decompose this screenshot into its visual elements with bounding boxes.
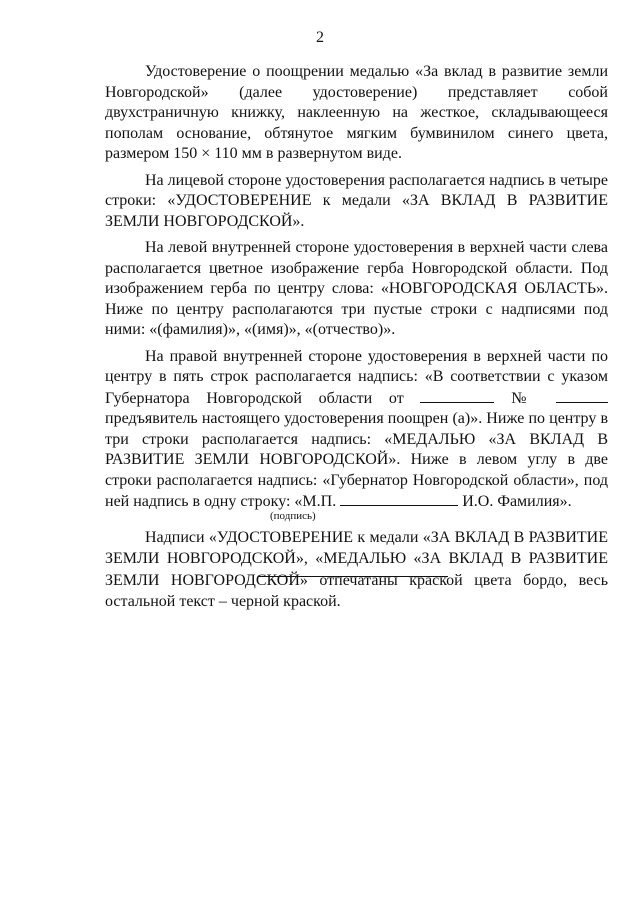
- paragraph-left-inner-side: На левой внутренней стороне удостоверения в верхней части слева располагается цветное изображение герба Новгородской области. Под изображением герба по центру слова: «НОВГОРОДСКАЯ ОБЛАСТЬ». Ниже по центру располагаются три пустые строки с надписями под ними: «(фамилия)», «(имя)», «(отчество)».: [105, 239, 608, 338]
- paragraph-description: Удостоверение о поощрении медалью «За вклад в развитие земли Новгородской» (далее удостоверение) представляет собой двухстраничную книжку, наклеенную на жесткое, складывающееся пополам основание, обтянутое мягким бумвинилом синего цвета, размером 150 × 110 мм в развернутом виде.: [105, 63, 608, 162]
- end-of-text-rule: [258, 576, 448, 577]
- right-side-text-end: И.О. Фамилия».: [462, 493, 572, 510]
- decree-date-blank: [420, 388, 494, 403]
- paragraph-print-colors: Надписи «УДОСТОВЕРЕНИЕ к медали «ЗА ВКЛАД В РАЗВИТИЕ ЗЕМЛИ НОВГОРОДСКОЙ», «МЕДАЛЬЮ «ЗА ВКЛАД В РАЗВИТИЕ ЗЕМЛИ НОВГОРОДСКОЙ» отпечатаны краской цвета бордо, весь остальной текст – черной краской.: [105, 528, 608, 610]
- signature-caption: (подпись): [270, 509, 316, 522]
- paragraph-right-inner-side: [105, 347, 608, 521]
- page-number: 2: [316, 29, 324, 46]
- right-side-text-middle: предъявитель настоящего удостоверения поощрен (а)». Ниже по центру в три строки располагается надпись: «МЕДАЛЬЮ «ЗА ВКЛАД В РАЗВИТИЕ ЗЕМЛИ НОВГОРОДСКОЙ». Ниже в левом углу в две строки располагается надпись: «Губернатор Новгородской области», под ней надпись в одну строку: «М.П.: [105, 410, 608, 510]
- right-side-text-start: На правой внутренней стороне удостоверения в верхней части по центру в пять строк располагается надпись: «В соответствии с указом Губернатора Новгородской области от: [105, 347, 608, 407]
- number-sign: №: [511, 389, 540, 407]
- paragraph-front-side: На лицевой стороне удостоверения располагается надпись в четыре строки: «УДОСТОВЕРЕНИЕ к медали «ЗА ВКЛАД В РАЗВИТИЕ ЗЕМЛИ НОВГОРОДСКОЙ».: [105, 171, 608, 230]
- decree-number-blank: [556, 388, 608, 403]
- signature-line: [340, 491, 458, 506]
- document-body: [105, 62, 608, 613]
